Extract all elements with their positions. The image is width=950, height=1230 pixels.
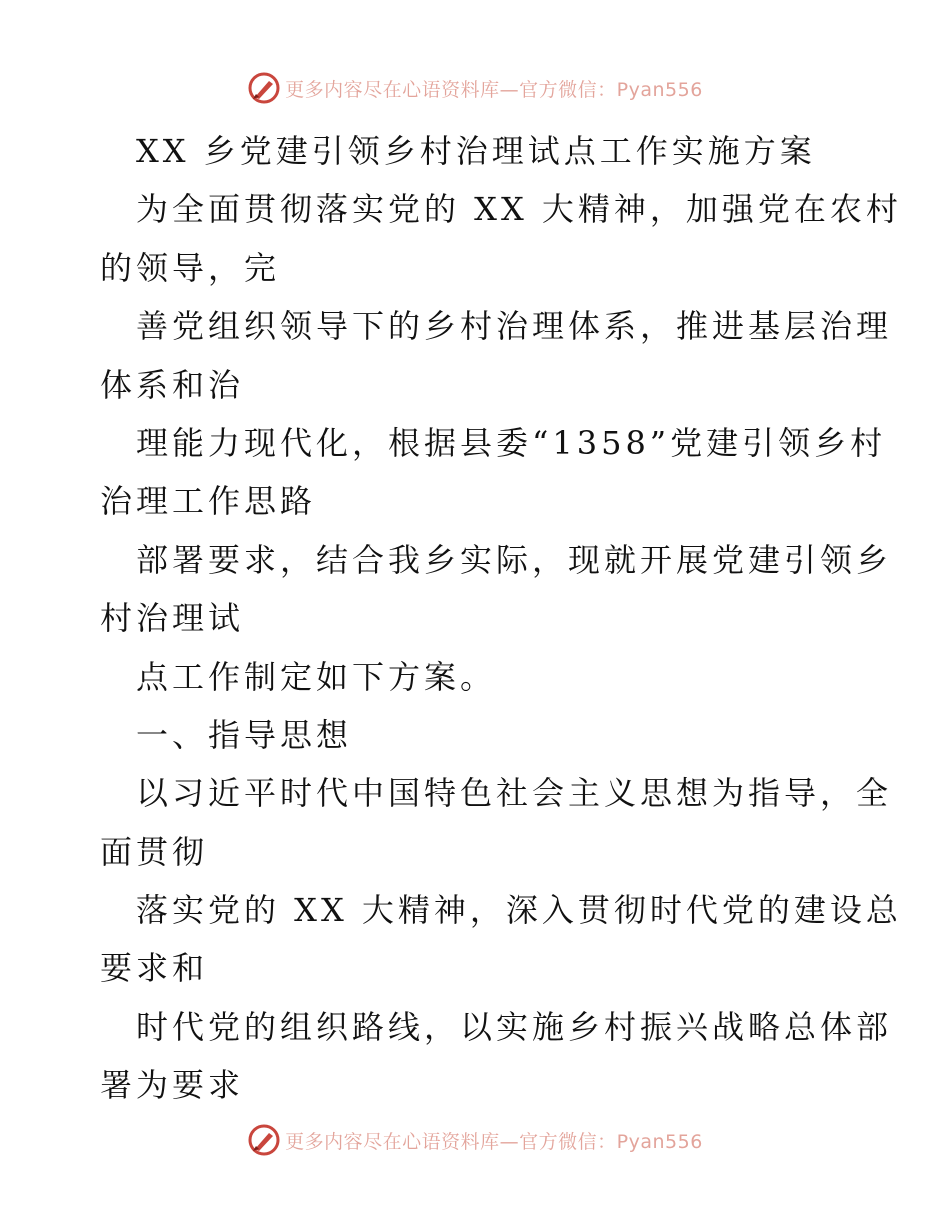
document-title: XX 乡党建引领乡村治理试点工作实施方案 <box>136 132 816 170</box>
text-line: 治理工作思路 <box>100 482 317 521</box>
text-line: 的领导，完 <box>100 248 281 287</box>
pen-logo-icon <box>247 71 281 105</box>
text-line: 为全面贯彻落实党的 XX 大精神，加强党在农村 <box>136 190 902 229</box>
footer-watermark-text: 更多内容尽在心语资料库—官方微信：Pyan556 <box>285 1130 703 1153</box>
text-line: 村治理试 <box>100 599 245 638</box>
header-watermark-banner <box>0 68 950 108</box>
text-line: 理能力现代化，根据县委“1358”党建引领乡村 <box>136 423 887 462</box>
footer-watermark-banner <box>0 1120 950 1160</box>
text-line: 面贯彻 <box>100 832 209 871</box>
document-body <box>100 122 902 1115</box>
text-line: 时代党的组织路线，以实施乡村振兴战略总体部 <box>136 1007 893 1046</box>
text-line: 要求和 <box>100 949 209 988</box>
text-line: 署为要求 <box>100 1066 245 1105</box>
section-heading: 一、指导思想 <box>136 715 353 754</box>
text-line: 体系和治 <box>100 365 245 404</box>
header-watermark-text: 更多内容尽在心语资料库—官方微信：Pyan556 <box>285 78 703 101</box>
text-line: 部署要求，结合我乡实际，现就开展党建引领乡 <box>136 540 893 579</box>
pen-logo-icon <box>247 1123 281 1157</box>
text-line: 落实党的 XX 大精神，深入贯彻时代党的建设总 <box>136 891 902 930</box>
text-line: 以习近平时代中国特色社会主义思想为指导，全 <box>136 774 893 813</box>
text-line: 善党组织领导下的乡村治理体系，推进基层治理 <box>136 307 893 346</box>
text-line: 点工作制定如下方案。 <box>136 657 497 696</box>
